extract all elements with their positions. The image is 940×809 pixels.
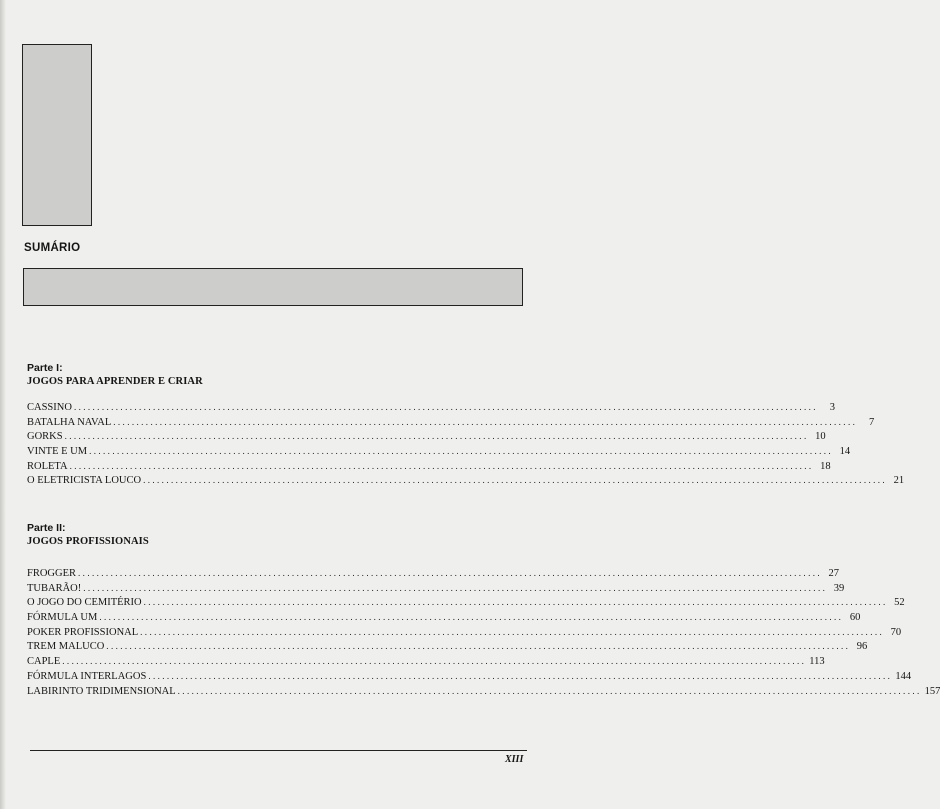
toc-leader-dots: ................................................................................................................................................................ — [69, 460, 814, 471]
decorative-gray-block — [22, 44, 92, 226]
part-1-label: Parte I: — [27, 362, 63, 374]
toc-leader-dots: ................................................................................................................................................................ — [73, 402, 818, 412]
toc-entry-page: 39 — [833, 582, 845, 594]
toc-entry-page: 3 — [829, 402, 835, 413]
toc-entry-title: TREM MALUCO — [27, 641, 105, 653]
toc-entry-title: FROGGER — [27, 568, 77, 579]
toc-entry-title: TUBARÃO! — [27, 582, 82, 594]
toc-leader-dots: ................................................................................................................................................................ — [140, 626, 885, 637]
toc-entry-title: FÓRMULA INTERLAGOS — [27, 670, 147, 682]
toc-entry-title: LABIRINTO TRIDIMENSIONAL — [27, 685, 176, 697]
toc-entry — [27, 610, 861, 625]
toc-entry-page: 7 — [869, 416, 875, 428]
toc-entry-page: 70 — [890, 626, 902, 638]
toc-entry-page: 18 — [820, 460, 831, 472]
footer-rule — [30, 750, 527, 751]
page-number: XIII — [505, 754, 524, 765]
toc-entry — [27, 595, 905, 610]
toc-entry — [27, 625, 902, 640]
toc-leader-dots: ................................................................................................................................................................ — [89, 446, 834, 457]
toc-leader-dots: ................................................................................................................................................................ — [177, 685, 922, 696]
toc-entry — [27, 444, 851, 459]
toc-entry — [27, 684, 940, 699]
toc-entry — [27, 415, 875, 430]
toc-leader-dots: ................................................................................................................................................................ — [148, 670, 893, 681]
part-2-header — [27, 522, 149, 548]
toc-leader-dots: ................................................................................................................................................................ — [62, 656, 807, 667]
toc-entry — [27, 473, 905, 488]
toc-entry-page: 10 — [815, 431, 826, 443]
toc-entry-page: 157 — [924, 685, 940, 697]
toc-entry-page: 144 — [895, 670, 912, 682]
toc-leader-dots: ................................................................................................................................................................ — [143, 475, 888, 486]
toc-entry-page: 96 — [856, 641, 868, 653]
decorative-gray-band — [23, 268, 523, 306]
toc-entry — [27, 654, 825, 669]
toc-entry-title: GORKS — [27, 431, 63, 443]
toc-entry-title: VINTE E UM — [27, 446, 88, 458]
page-binding-edge — [0, 0, 6, 809]
toc-entry-title: O ELETRICISTA LOUCO — [27, 475, 142, 487]
part-1-header — [27, 362, 203, 388]
toc-entry-title: POKER PROFISSIONAL — [27, 626, 139, 638]
toc-entry — [27, 639, 868, 654]
toc-leader-dots: ................................................................................................................................................................ — [143, 597, 888, 608]
toc-leader-dots: ................................................................................................................................................................ — [83, 582, 828, 593]
toc-entry-title: BATALHA NAVAL — [27, 416, 112, 428]
toc-entry-page: 60 — [849, 612, 861, 624]
toc-entry-title: ROLETA — [27, 460, 68, 472]
toc-entry — [27, 429, 826, 444]
toc-entry-title: FÓRMULA UM — [27, 612, 98, 624]
toc-entry-page: 113 — [809, 656, 825, 668]
toc-entry-title: CASSINO — [27, 402, 72, 413]
part-1-title: JOGOS PARA APRENDER E CRIAR — [27, 376, 203, 387]
toc-leader-dots: ................................................................................................................................................................ — [78, 568, 823, 578]
toc-leader-dots: ................................................................................................................................................................ — [64, 431, 809, 442]
page-title: SUMÁRIO — [24, 242, 81, 254]
toc-leader-dots: ................................................................................................................................................................ — [113, 416, 858, 427]
toc-entry — [27, 400, 835, 415]
toc-entry — [27, 459, 831, 474]
toc-entry — [27, 581, 845, 596]
toc-leader-dots: ................................................................................................................................................................ — [106, 641, 851, 652]
toc-leader-dots: ................................................................................................................................................................ — [99, 612, 844, 623]
toc-entry — [27, 669, 912, 684]
toc-entry-page: 21 — [893, 475, 905, 487]
toc-entry-page: 14 — [839, 446, 851, 458]
toc-entry-title: O JOGO DO CEMITÉRIO — [27, 597, 142, 609]
toc-entry-page: 52 — [894, 597, 905, 609]
toc-entry — [27, 566, 840, 581]
part-1-toc-list — [27, 400, 905, 488]
toc-entry-title: CAPLE — [27, 656, 61, 668]
toc-entry-page: 27 — [828, 568, 840, 579]
part-2-toc-list — [27, 566, 940, 698]
part-2-title: JOGOS PROFISSIONAIS — [27, 536, 149, 547]
part-2-label: Parte II: — [27, 522, 66, 534]
